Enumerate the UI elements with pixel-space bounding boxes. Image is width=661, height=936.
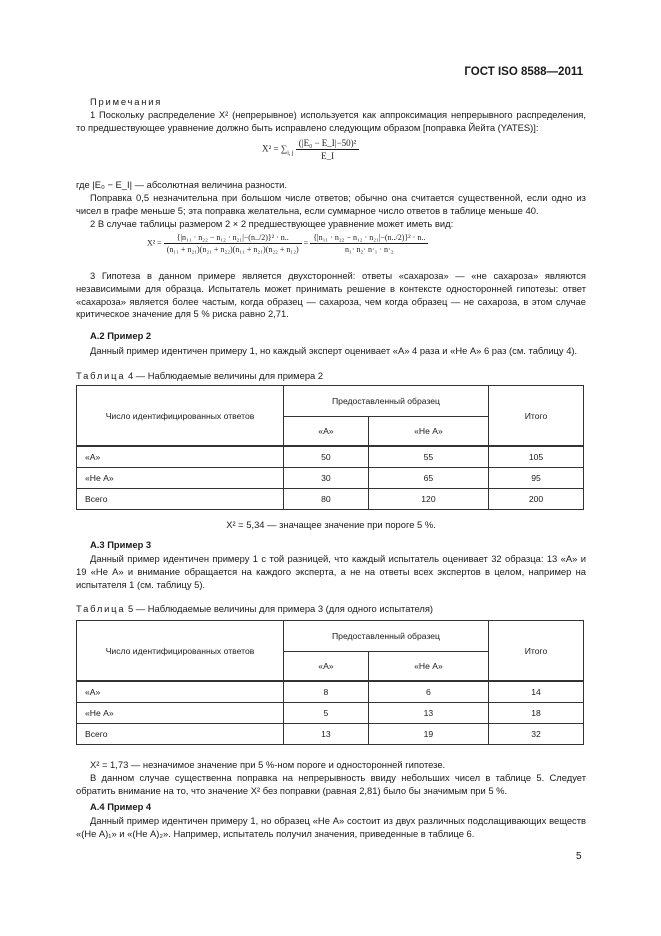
cell-not-a: 19 bbox=[368, 724, 488, 745]
section-a3-text-2: В данном случае существенна поправка на непрерывность ввиду небольших чисел в таблице 5. Следует обратить внимание на то, что значение X² без поправки (равная 2,81) было бы значимым при 5 %. bbox=[76, 772, 586, 796]
formula-2x2 bbox=[147, 233, 428, 254]
row-label: «Не А» bbox=[77, 703, 284, 724]
table-4-total-header: Итого bbox=[489, 386, 584, 447]
cell-total: 105 bbox=[489, 446, 584, 468]
row-label: «А» bbox=[77, 681, 284, 703]
row-label: «Не А» bbox=[77, 468, 284, 489]
cell-a: 30 bbox=[284, 468, 369, 489]
cell-a: 13 bbox=[284, 724, 369, 745]
table-5-col-label: Число идентифицированных ответов bbox=[77, 621, 284, 682]
table-5-result: X² = 1,73 — незначимое значение при 5 %-ном пороге и односторонней гипотезе. bbox=[90, 759, 446, 770]
table-row bbox=[77, 489, 584, 510]
row-label: Всего bbox=[77, 724, 284, 745]
formula1-lhs: X² = ∑ bbox=[262, 143, 288, 154]
cell-not-a: 120 bbox=[368, 489, 488, 510]
document-header: ГОСТ ISO 8588—2011 bbox=[464, 66, 583, 78]
formula1-numerator: (|E₀ − E_I|−50)² bbox=[296, 138, 360, 150]
table-5-group-header: Предоставленный образец bbox=[284, 621, 489, 652]
table-4-caption bbox=[76, 370, 323, 381]
table-4-result: X² = 5,34 — значащее значение при пороге 5 %. bbox=[226, 519, 436, 530]
yates-formula bbox=[262, 138, 359, 161]
cell-a: 80 bbox=[284, 489, 369, 510]
note-1: 1 Поскольку распределение X² (непрерывное) используется как аппроксимация непрерывного распределения, то предшествующее уравнение должно быть исправлено следующим образом [поправка Йейта (YATES)]: bbox=[76, 109, 586, 133]
cell-total: 14 bbox=[489, 681, 584, 703]
table-5-sub-a: «А» bbox=[284, 652, 369, 682]
table-4-caption-prefix: Таблица bbox=[76, 370, 126, 381]
formula2-fraction-1 bbox=[164, 233, 302, 254]
cell-a: 8 bbox=[284, 681, 369, 703]
table-4-caption-rest: 4 — Наблюдаемые величины для примера 2 bbox=[125, 370, 324, 381]
table-row bbox=[77, 724, 584, 745]
cell-total: 200 bbox=[489, 489, 584, 510]
formula1-fraction bbox=[296, 138, 360, 161]
table-5-caption-prefix: Таблица bbox=[76, 603, 126, 614]
section-a3-text: Данный пример идентичен примеру 1 с той разницей, что каждый испытатель оценивает 32 образца: 13 «А» и 19 «Не А» и внимание обращается на каждого эксперта, а не на ответы всех экспертов в целом, например на испытателя 1 (см. таблицу 5). bbox=[76, 553, 586, 590]
cell-a: 50 bbox=[284, 446, 369, 468]
table-5-caption-rest: 5 — Наблюдаемые величины для примера 3 (для одного испытателя) bbox=[125, 603, 434, 614]
table-4-group-header: Предоставленный образец bbox=[284, 386, 489, 417]
table-5-caption bbox=[76, 603, 433, 614]
cell-not-a: 65 bbox=[368, 468, 488, 489]
formula2-lhs: X² = bbox=[147, 238, 162, 248]
notes-title: Примечания bbox=[90, 96, 163, 107]
table-row bbox=[77, 446, 584, 468]
cell-total: 95 bbox=[489, 468, 584, 489]
table-4 bbox=[76, 385, 584, 510]
table-5-sub-not-a: «Не А» bbox=[368, 652, 488, 682]
row-label: Всего bbox=[77, 489, 284, 510]
section-a4-text: Данный пример идентичен примеру 1, но образец «Не А» состоит из двух различных подслащивающих веществ «(Не А)₁» и «(Не А)₂». Например, испытатель получил значения, приведенные в таблице 6. bbox=[76, 815, 586, 839]
table-4-col-label: Число идентифицированных ответов bbox=[77, 386, 284, 447]
formula2-fraction-2 bbox=[310, 233, 428, 254]
formula2-denominator-1: (n₁₁ + n₂₁)(n₂₁ + n₂₂)(n₁₁ + n₂₁)(n₂₂ + n₁₂) bbox=[166, 245, 299, 254]
where-text: где |E₀ − E_I| — абсолютная величина разности. bbox=[76, 179, 288, 190]
table-row bbox=[77, 681, 584, 703]
cell-not-a: 6 bbox=[368, 681, 488, 703]
row-label: «А» bbox=[77, 446, 284, 468]
table-5-total-header: Итого bbox=[489, 621, 584, 682]
note-3: 3 Гипотеза в данном примере является двухсторонней: ответы «сахароза» — «не сахароза» являются независимыми для образца. Испытатель может принимать решение в контексте односторонней гипотезы: ответ «сахароза» является более частым, когда образец — сахароза, чем когда образец — не сахароза, в этом случае критическое значение для 5 % риска равно 2,71. bbox=[76, 270, 586, 320]
cell-not-a: 13 bbox=[368, 703, 488, 724]
section-a2-text: Данный пример идентичен примеру 1, но каждый эксперт оценивает «А» 4 раза и «Не А» 6 раз (см. таблицу 4). bbox=[90, 345, 578, 356]
section-a3-title: А.3 Пример 3 bbox=[90, 539, 152, 550]
note-2: 2 В случае таблицы размером 2 × 2 предшествующее уравнение может иметь вид: bbox=[90, 218, 454, 229]
table-4-sub-not-a: «Не А» bbox=[368, 417, 488, 447]
formula1-sub: i, j bbox=[287, 150, 294, 157]
cell-total: 32 bbox=[489, 724, 584, 745]
page-number: 5 bbox=[576, 851, 582, 862]
table-4-sub-a: «А» bbox=[284, 417, 369, 447]
cell-a: 5 bbox=[284, 703, 369, 724]
formula2-numerator-2: {|n₁₁ · n₂₂ − n₁₂ · n₂₁|−(n../2)}² · n.. bbox=[310, 233, 428, 244]
cell-not-a: 55 bbox=[368, 446, 488, 468]
formula2-numerator-1: {|n₁₁ · n₂₂ − n₁₂ · n₂₁|−(n../2)}² · n.. bbox=[164, 233, 302, 244]
formula2-denominator-2: n₁· n₂· n·₁ · n·₂ bbox=[345, 245, 394, 254]
section-a4-title: А.4 Пример 4 bbox=[90, 801, 152, 812]
table-5 bbox=[76, 620, 584, 745]
cell-total: 18 bbox=[489, 703, 584, 724]
section-a2-title: А.2 Пример 2 bbox=[90, 330, 152, 341]
formula2-equals: = bbox=[303, 238, 309, 248]
table-row bbox=[77, 468, 584, 489]
formula1-denominator: E_I bbox=[321, 151, 335, 161]
table-row bbox=[77, 703, 584, 724]
correction-paragraph: Поправка 0,5 незначительна при большом числе ответов; обычно она считается существенной, если одно из чисел в графе меньше 5; эта поправка желательна, если суммарное число ответов в таблице меньше 40. bbox=[76, 192, 586, 216]
